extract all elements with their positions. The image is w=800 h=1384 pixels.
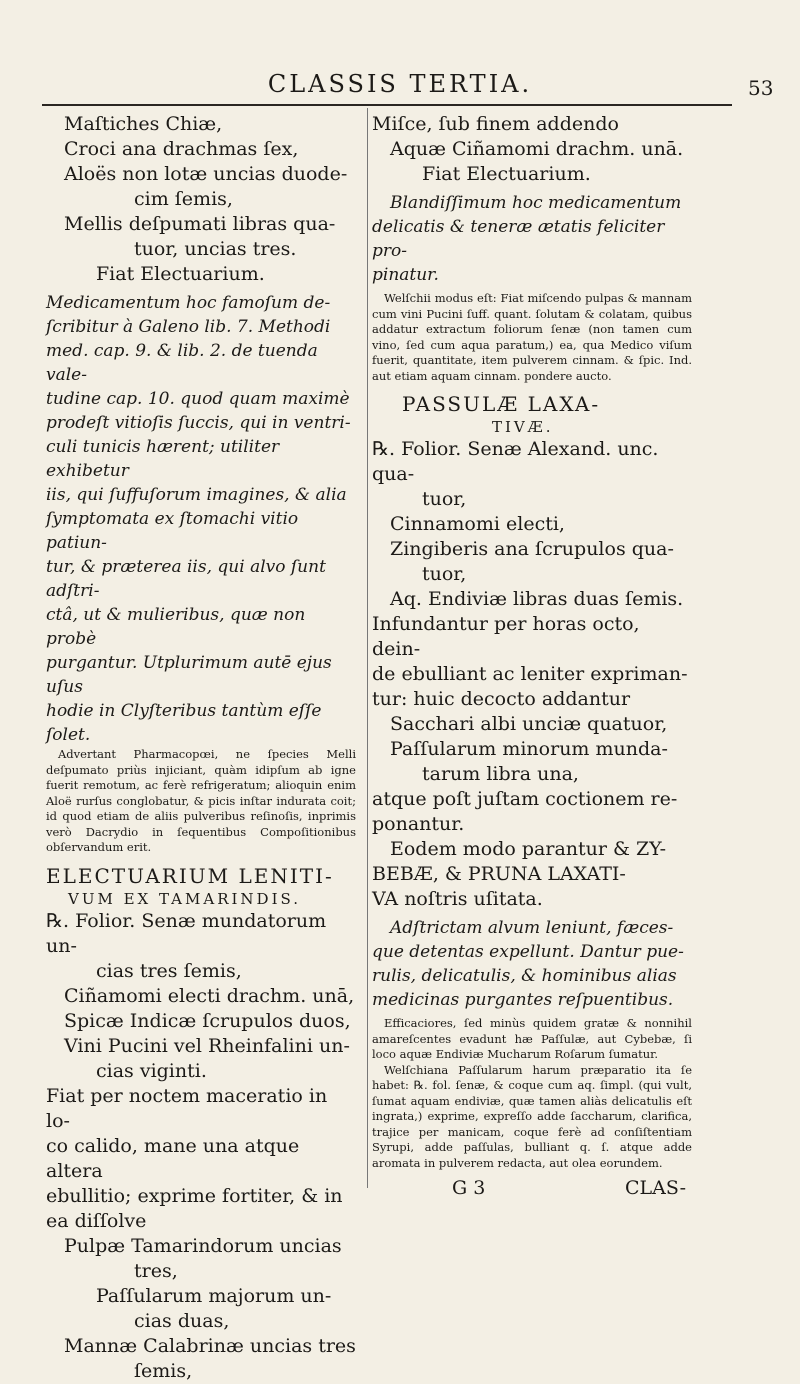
eodem-line: VA noſtris uſitata. — [372, 888, 543, 910]
signature-mark: G 3 — [452, 1177, 486, 1199]
recipe-line: tarum libra una, — [422, 763, 579, 785]
left-column — [46, 112, 356, 1384]
instruction-line: Infundantur per horas octo, dein- — [372, 613, 640, 660]
recipe-line: Ciñamomi electi drachm. unā, — [64, 984, 355, 1007]
recipe-line: Mannæ Calabrinæ uncias tres — [64, 1334, 356, 1357]
section-subheading: TIVÆ. — [492, 418, 554, 436]
commentary-line: que detentas expellunt. Dantur pue- — [372, 942, 684, 962]
commentary-line: ctâ, ut & mulieribus, quæ non probè — [46, 605, 306, 649]
recipe-line: cias tres ſemis, — [96, 959, 242, 982]
recipe-line: Aquæ Ciñamomi drachm. unā. — [390, 138, 684, 160]
eodem-line: BEBÆ, & PRUNA LAXATI- — [372, 863, 626, 885]
section-subheading: VUM EX TAMARINDIS. — [68, 889, 302, 908]
commentary-line: Adſtrictam alvum leniunt, fæces- — [390, 918, 674, 938]
recipe-line: Cinnamomi electi, — [390, 513, 565, 535]
recipe-line: Maſtiches Chiæ, — [64, 113, 223, 135]
commentary-line: Medicamentum hoc famoſum de- — [46, 293, 331, 313]
recipe-line: Aq. Endiviæ libras duas ſemis. — [390, 588, 684, 610]
commentary-line: iis, qui ſuffuſorum imagines, & alia — [46, 485, 347, 505]
instruction-line: tur: huic decocto addantur — [372, 688, 631, 710]
page-number: 53 — [748, 76, 774, 100]
recipe-line: cias viginti. — [96, 1059, 207, 1082]
recipe-line: Miſce, ſub finem addendo — [372, 113, 619, 135]
recipe-line: Fiat Electuarium. — [96, 263, 265, 285]
section-heading: PASSULÆ LAXA- — [402, 392, 601, 416]
commentary-line: tudine cap. 10. quod quam maximè — [46, 389, 350, 409]
welsch-note: Welſchii modus eſt: Fiat miſcendo pulpas & mannam cum vini Pucini ſuff. quant. ſolutam & colatam, quibus addatur extractum foliorum ſenæ (non tamen cum vino, ſed cum aqua paratum,) ea, qua Medico viſum fuerit, quantitate, item pulverem cinnam. & ſpic. Ind. aut etiam aquam cinnam. pondere aucto. — [372, 291, 692, 383]
efficacy-note: Efficaciores, ſed minùs quidem gratæ & nonnihil amareſcentes evadunt hæ Paſſulæ, aut Cybebæ, ſi loco aquæ Endiviæ Mucharum Roſarum ſumatur. — [372, 1016, 692, 1061]
header-rule — [42, 104, 732, 106]
section-heading: ELECTUARIUM LENITI- — [46, 863, 334, 888]
recipe-line: Spicæ Indicæ ſcrupulos duos, — [64, 1009, 351, 1032]
commentary-line: pinatur. — [372, 265, 439, 285]
recipe-line: Vini Pucini vel Rheinfalini un- — [64, 1034, 350, 1057]
recipe-first-line: ℞. Folior. Senæ Alexand. unc. qua- — [372, 438, 659, 485]
commentary-line: prodeſt vitioſis ſuccis, qui in ventri- — [46, 413, 351, 433]
recipe-first-line: ℞. Folior. Senæ mundatorum un- — [46, 909, 327, 957]
recipe-line: tuor, uncias tres. — [134, 238, 297, 260]
instruction-line: ponantur. — [372, 813, 465, 835]
recipe-line: Zingiberis ana ſcrupulos qua- — [390, 538, 674, 560]
commentary-line: med. cap. 9. & lib. 2. de tuenda vale- — [46, 341, 318, 385]
recipe-line: cias duas, — [134, 1309, 230, 1332]
recipe-line: Pulpæ Tamarindorum uncias — [64, 1234, 342, 1257]
commentary-line: delicatis & teneræ ætatis feliciter pro- — [372, 217, 665, 261]
recipe-line: tres, — [134, 1259, 178, 1282]
recipe-line: Paſſularum minorum munda- — [390, 738, 668, 760]
commentary-line: ſcribitur à Galeno lib. 7. Methodi — [46, 317, 331, 337]
recipe-line: Fiat Electuarium. — [422, 163, 591, 185]
right-column — [372, 112, 692, 1199]
instruction-line: de ebulliant ac leniter expriman- — [372, 663, 688, 685]
column-divider — [367, 108, 368, 1188]
welsch-preparation-note: Welſchiana Paſſularum harum præparatio ita ſe habet: ℞. fol. ſenæ, & coque cum aq. ſimpl. (qui vult, ſumat aquam endiviæ, quæ tamen aliàs delicatulis eſt ingrata,) exprime, expreſſo adde ſaccharum, clarifica, trajice per manicam, coque ferè ad conſiſtentiam Syrupi, adde paſſulas, bulliant q. ſ. atque adde aromata in pulverem redacta, aut olea eorundem. — [372, 1062, 692, 1170]
commentary-line: Blandiſſimum hoc medicamentum — [390, 193, 682, 213]
commentary-line: hodie in Clyſteribus tantùm eſſe ſolet. — [46, 701, 322, 745]
recipe-line: Sacchari albi unciæ quatuor, — [390, 713, 668, 735]
commentary-line: ſymptomata ex ſtomachi vitio patiun- — [46, 509, 299, 553]
instruction-line: co calido, mane una atque altera — [46, 1134, 300, 1182]
recipe-line: Mellis deſpumati libras qua- — [64, 213, 336, 235]
recipe-line: ſemis, — [134, 1359, 193, 1382]
running-title: CLASSIS TERTIA. — [267, 70, 533, 98]
commentary-line: rulis, delicatulis, & hominibus alias — [372, 966, 677, 986]
recipe-line: tuor, — [422, 488, 467, 510]
recipe-line: cim ſemis, — [134, 188, 233, 210]
eodem-line: Eodem modo parantur & ZY- — [390, 838, 667, 860]
commentary-line: medicinas purgantes reſpuentibus. — [372, 990, 674, 1010]
catchword: CLAS- — [624, 1177, 686, 1199]
page-footer — [372, 1177, 692, 1199]
recipe-line: Croci ana drachmas ſex, — [64, 138, 299, 160]
recipe-line: Aloës non lotæ uncias duode- — [64, 163, 348, 185]
instruction-line: Fiat per noctem maceratio in lo- — [46, 1084, 328, 1132]
instruction-line: ea diſſolve — [46, 1209, 147, 1232]
commentary-line: purgantur. Utplurimum autē ejus uſus — [46, 653, 332, 697]
commentary-line: culi tunicis hærent; utiliter exhibetur — [46, 437, 280, 481]
recipe-line: tuor, — [422, 563, 467, 585]
instruction-line: ebullitio; exprime fortiter, & in — [46, 1184, 343, 1207]
commentary-line: tur, & præterea iis, qui alvo ſunt adſtri- — [46, 557, 326, 601]
instruction-line: atque poſt juſtam coctionem re- — [372, 788, 678, 810]
recipe-line: Paſſularum majorum un- — [96, 1284, 332, 1307]
pharmacist-note: Advertant Pharmacopœi, ne ſpecies Melli deſpumato priùs injiciant, quàm idipſum ab igne fuerit remotum, ac ferè refrigeratum; alioquin enim Aloë rurſus conglobatur, & picis inſtar indurata coit; id quod etiam de aliis pulveribus reſinoſis, inprimis verò Dacrydio in ſequentibus Compoſitionibus obſervandum erit. — [46, 747, 356, 854]
